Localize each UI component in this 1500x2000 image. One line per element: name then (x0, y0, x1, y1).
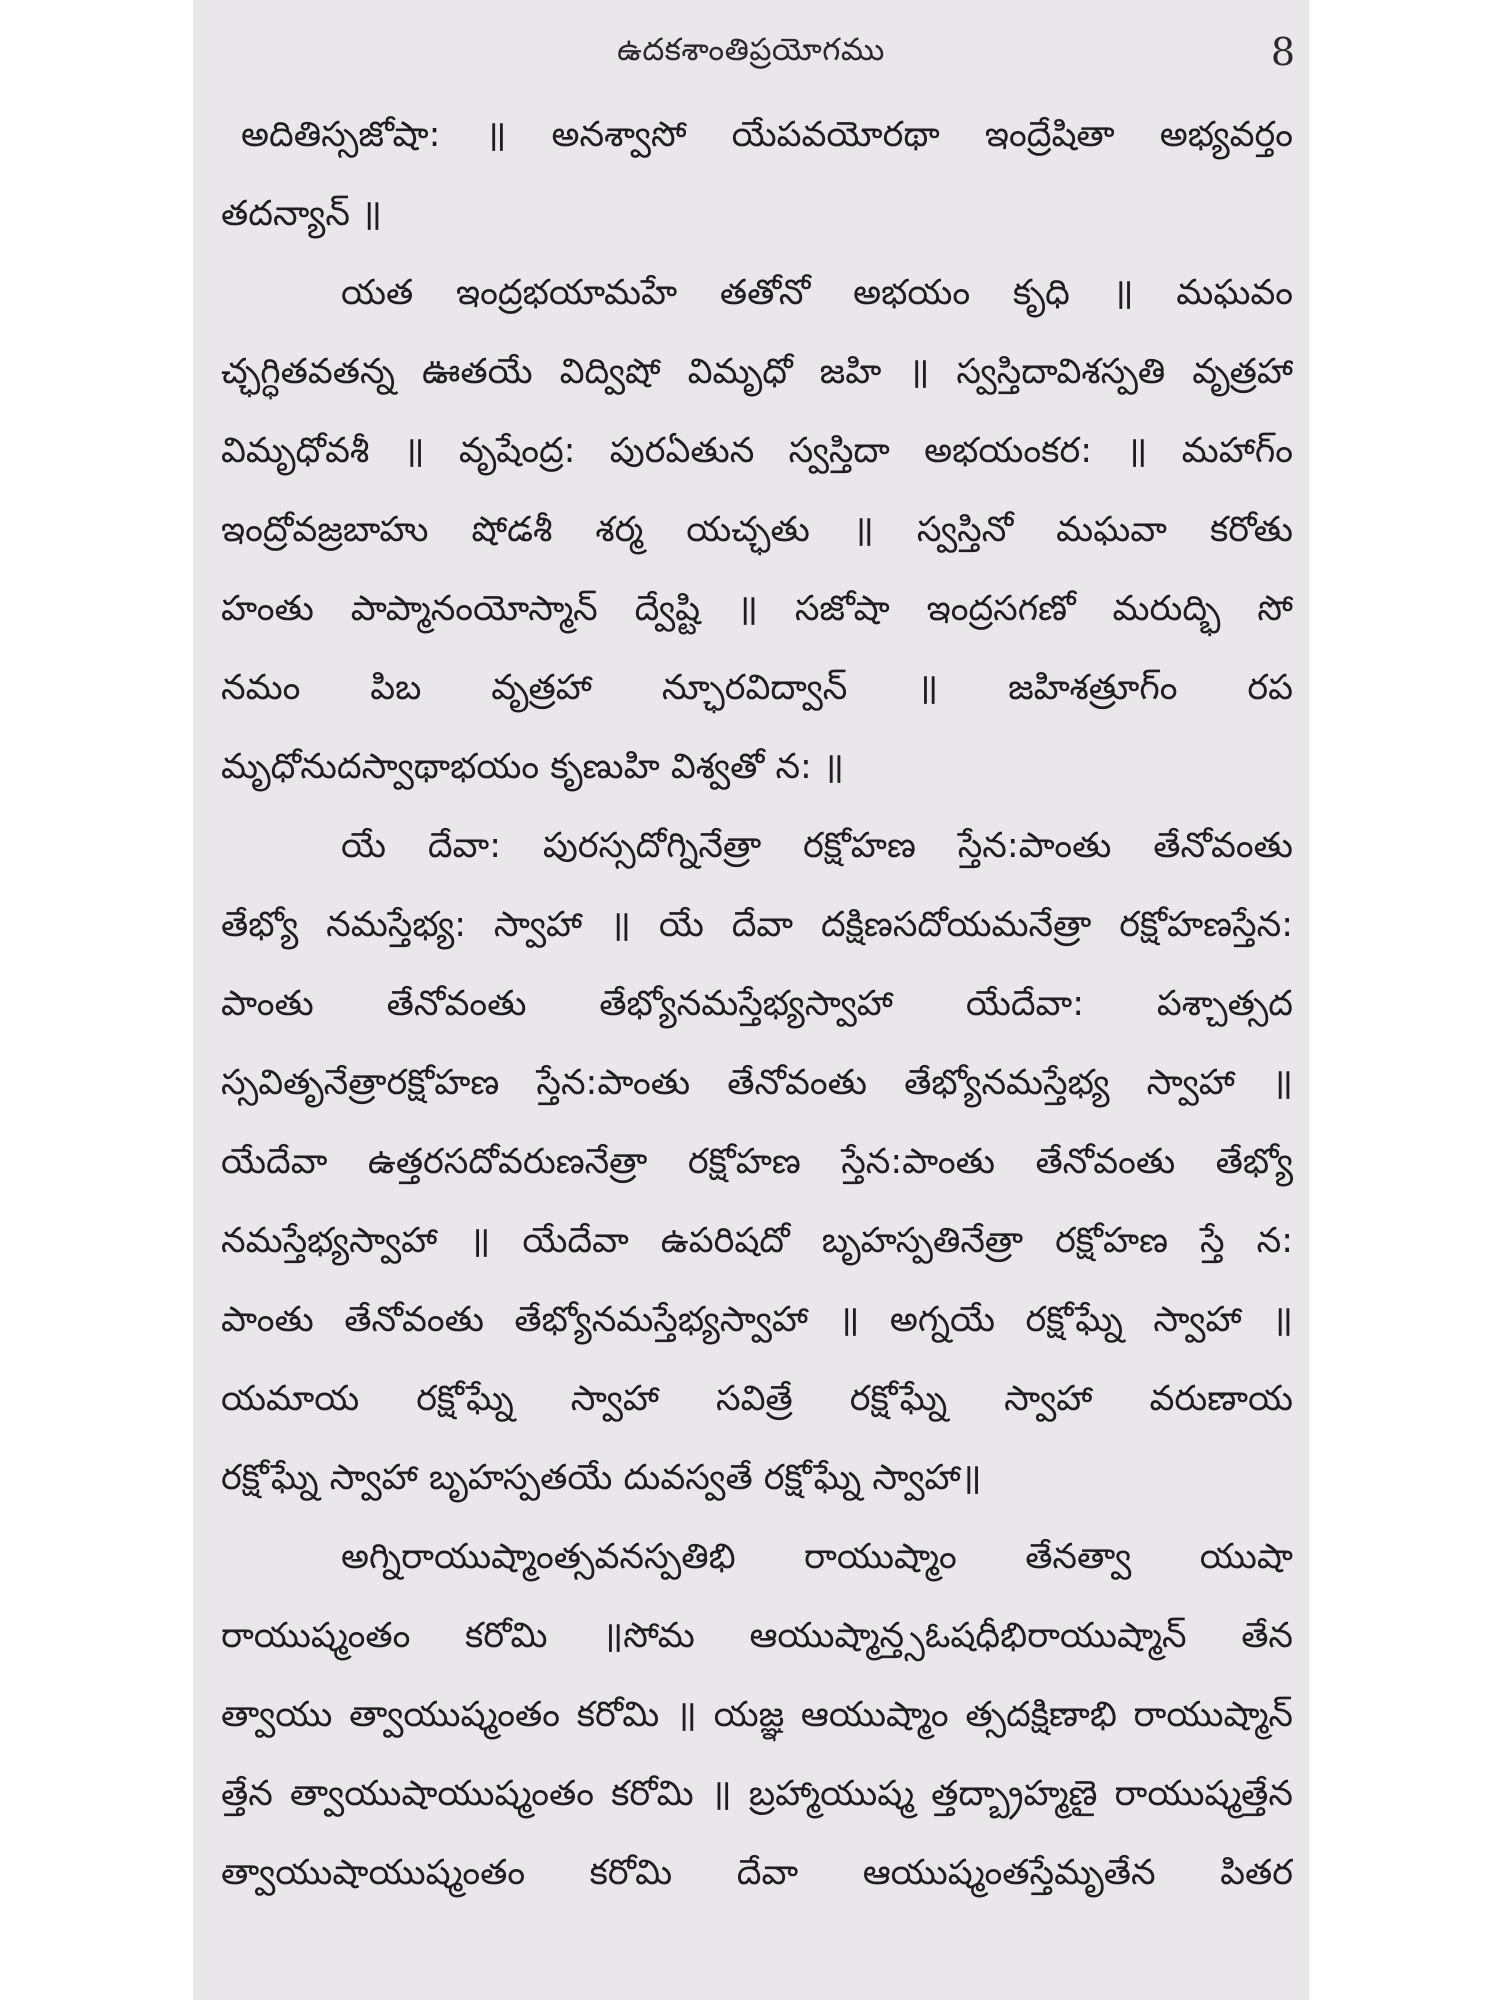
text-line: నమస్తేభ్యస్వాహా ॥ యేదేవా ఉపరిషదో బృహస్పతినేత్రా రక్షోహణ స్తే న: (221, 1221, 1293, 1261)
text-line: రాయుష్మంతం కరోమి ॥సోమ ఆయుష్మాన్త్సఓషధీభిరాయుష్మాన్ తేన (221, 1616, 1293, 1656)
page-header (193, 32, 1309, 84)
text-line: నమం పిబ వృత్రహా న్ఛూరవిద్వాన్ ॥ జహిశత్రూగ్ం రప (221, 668, 1293, 708)
text-line: యమాయ రక్షోఘ్నే స్వాహా సవిత్రే రక్షోఘ్నే స్వాహా వరుణాయ (221, 1379, 1293, 1419)
text-line: చ్ఛగ్ధితవతన్న ఊతయే విద్విషో విమృధో జహి ॥ స్వస్తిదావిశస్పతి వృత్రహా (221, 352, 1293, 392)
text-line: హంతు పాప్మానంయోస్మాన్ ద్వేష్టి ॥ సజోషా ఇంద్రసగణో మరుద్భి సో (221, 589, 1293, 629)
text-line: యేదేవా ఉత్తరసదోవరుణనేత్రా రక్షోహణ స్తేన:పాంతు తేనోవంతు తేభ్యో (221, 1142, 1293, 1182)
verse-text-block (221, 96, 1293, 1913)
text-line: రక్షోఘ్నే స్వాహా బృహస్పతయే దువస్వతే రక్షోఘ్నే స్వాహా॥ (221, 1458, 982, 1498)
page-title: ఉదకశాంతిప్రయోగము (617, 32, 885, 68)
text-line: త్వాయు త్వాయుష్మంతం కరోమి ॥ యజ్ఞ ఆయుష్మాం త్సదక్షిణాభి రాయుష్మాన్ (221, 1695, 1293, 1735)
text-line: త్వాయుషాయుష్మంతం కరోమి దేవా ఆయుష్మంతస్తేమృతేన పితర (221, 1853, 1293, 1893)
text-line: తేభ్యో నమస్తేభ్య: స్వాహా ॥ యే దేవా దక్షిణసదోయమనేత్రా రక్షోహణస్తేన: (221, 905, 1293, 945)
text-line: అగ్నిరాయుష్మాంత్సవనస్పతిభి రాయుష్మాం తేనత్వా యుషా (341, 1537, 1293, 1577)
text-line: తదన్యాన్ ॥ (221, 194, 382, 234)
text-line: పాంతు తేనోవంతు తేభ్యోనమస్తేభ్యస్వాహా యేదేవా: పశ్చాత్సద (221, 984, 1293, 1024)
text-line: అదితిస్సజోషా: ॥ అనశ్వాసో యేపవయోరథా ఇంద్రేషితా అభ్యవర్తం (241, 115, 1293, 155)
text-line: విమృధోవశీ ॥ వృషేంద్ర: పురఏతున స్వస్తిదా అభయంకర: ॥ మహాగ్ం (221, 431, 1293, 471)
text-line: స్సవితృనేత్రారక్షోహణ స్తేన:పాంతు తేనోవంతు తేభ్యోనమస్తేభ్య స్వాహా ॥ (221, 1063, 1293, 1103)
document-page (193, 0, 1309, 2000)
text-line: త్తేన త్వాయుషాయుష్మంతం కరోమి ॥ బ్రహ్మాయుష్మ త్తద్బ్రాహ్మణై రాయుష్మత్తేన (221, 1774, 1293, 1814)
text-line: పాంతు తేనోవంతు తేభ్యోనమస్తేభ్యస్వాహా ॥ అగ్నయే రక్షోఘ్నే స్వాహా ॥ (221, 1300, 1293, 1340)
text-line: యత ఇంద్రభయామహే తతోనో అభయం కృధి ॥ మఘవం (341, 273, 1293, 313)
text-line: యే దేవా: పురస్సదోగ్నినేత్రా రక్షోహణ స్తేన:పాంతు తేనోవంతు (341, 826, 1293, 866)
text-line: మృధోనుదస్వాథాభయం కృణుహి విశ్వతో న: ॥ (221, 747, 844, 787)
text-line: ఇంద్రోవజ్రబాహు షోడశీ శర్మ యచ్ఛతు ॥ స్వస్తినో మఘవా కరోతు (221, 510, 1293, 550)
page-number: 8 (1270, 30, 1295, 74)
